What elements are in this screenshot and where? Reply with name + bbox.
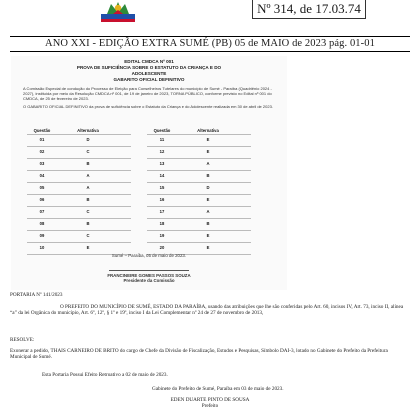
- edital-notice-clipping: [11, 56, 287, 290]
- answer-key-row: [27, 219, 131, 231]
- answer-letter: E: [86, 245, 90, 250]
- answer-column-header: Alternativa: [197, 128, 219, 133]
- answer-letter: E: [206, 197, 210, 202]
- municipal-coat-of-arms-logo: [101, 0, 135, 22]
- answer-key-row: [147, 219, 251, 231]
- answer-key-row: [147, 183, 251, 195]
- question-number: 14: [159, 173, 165, 178]
- edital-paragraph-1: A Comissão Especial de condução do Processo de Eleição para Conselheiros Tutelares do município de Sumé - Paraíba (Quadriênio 2024 - 2027), instituída por meio da Resolução CMDCA nº 001, de 19 de janeiro de 2023, TORNA PÚBLICO, conforme previsto no Edital nº 001 do CMDCA, de 25 de fevereiro de 2023.: [23, 86, 272, 101]
- portaria-resolve: RESOLVE:: [10, 337, 35, 343]
- answer-column-header: Alternativa: [77, 128, 99, 133]
- edital-subtitle-line-1: PROVA DE SUFICIÊNCIA SOBRE O ESTATUTO DA CRIANÇA E DO: [76, 65, 222, 70]
- answer-key-row: [147, 159, 251, 171]
- answer-letter: D: [206, 185, 210, 190]
- answer-key-header-row: [27, 128, 131, 135]
- answer-key-row: [147, 171, 251, 183]
- question-number: 18: [159, 221, 165, 226]
- question-number: 12: [159, 149, 165, 154]
- answer-key-row: [27, 159, 131, 171]
- answer-key-row: [147, 231, 251, 243]
- answer-letter: E: [206, 233, 210, 238]
- mayor-title: Prefeito: [201, 403, 219, 409]
- edital-subtitle-line-2: ADOLESCENTE: [131, 71, 167, 76]
- answer-letter: E: [206, 149, 210, 154]
- question-column-header: Questão: [33, 128, 51, 133]
- answer-key-row: [27, 171, 131, 183]
- edital-place-date: Sumé – Paraíba, 05 de maio de 2023.: [111, 253, 187, 258]
- mayor-name: EDEN DUARTE PINTO DE SOUSA: [170, 397, 250, 403]
- question-number: 02: [39, 149, 45, 154]
- answer-letter: B: [86, 197, 90, 202]
- question-number: 09: [39, 233, 45, 238]
- edital-signer-role: Presidente da Comissão: [123, 278, 175, 283]
- answer-key-header-row: [147, 128, 251, 135]
- answer-key-row: [27, 135, 131, 147]
- answer-letter: A: [206, 161, 210, 166]
- masthead-bottom-rule: [10, 51, 410, 52]
- question-number: 19: [159, 233, 165, 238]
- law-reference-box: Nº 314, de 17.03.74: [252, 0, 366, 19]
- answer-letter: B: [86, 221, 90, 226]
- answer-key-row: [147, 135, 251, 147]
- question-number: 07: [39, 209, 45, 214]
- answer-letter: B: [206, 173, 210, 178]
- answer-letter: D: [86, 137, 90, 142]
- question-number: 15: [159, 185, 165, 190]
- answer-letter: B: [86, 161, 90, 166]
- answer-letter: C: [86, 233, 90, 238]
- answer-key-row: [147, 147, 251, 159]
- question-number: 08: [39, 221, 45, 226]
- portaria-exoneration-text: Exonerar a pedido, THAIS CARNEIRO DE BRITO do cargo de Chefe da Divisão de Fiscalização, Estudos e Pesquisas, Símbolo DAI-3, lotado no Gabinete do Prefeito da Prefeitura Municipal de Sumé.: [10, 348, 388, 361]
- answer-key-row: [27, 207, 131, 219]
- question-number: 16: [159, 197, 165, 202]
- portaria-cabinet-date: Gabinete do Prefeito de Sumé, Paraíba em 03 de maio de 2023.: [152, 386, 284, 392]
- question-number: 13: [159, 161, 165, 166]
- question-number: 06: [39, 197, 45, 202]
- question-number: 03: [39, 161, 45, 166]
- question-number: 04: [39, 173, 45, 178]
- answer-key-row: [27, 147, 131, 159]
- answer-letter: C: [86, 209, 90, 214]
- question-number: 01: [39, 137, 45, 142]
- question-number: 20: [159, 245, 165, 250]
- edition-masthead: ANO XXI - EDIÇÃO EXTRA SUMÉ (PB) 05 de MAIO de 2023 pág. 01-01: [45, 38, 375, 49]
- edital-signer-name: FRANCINEIRE GOMES PASSOS SOUZA: [107, 273, 191, 278]
- answer-letter: E: [206, 245, 210, 250]
- portaria-retroactive-note: Esta Portaria Possui Efeito Retroativo a 02 de maio de 2023.: [42, 372, 168, 378]
- answer-key-table-left: [27, 128, 131, 255]
- portaria-preamble: O PREFEITO DO MUNICÍPIO DE SUMÉ, ESTADO DA PARAÍBA, usando das atribuições que lhe são conferidas pelo Art. 60, incisos IV, Art. 73, inciso II, alínea “a” da lei Orgânica do município, Art. 6º, 12º, § 1º e 19º, inciso I da Lei Complementar nº 24 de 27 de novembro de 2013,: [10, 304, 404, 317]
- edital-paragraph-2: O GABARITO OFICIAL DEFINITIVO da prova de suficiência sobre o Estatuto da Criança e do Adolescente realizada em 30 de abril de 2023.: [23, 104, 273, 109]
- answer-key-row: [27, 183, 131, 195]
- edital-title: EDITAL CMDCA Nº 001: [124, 59, 174, 64]
- question-number: 17: [159, 209, 165, 214]
- answer-key-row: [27, 195, 131, 207]
- answer-letter: E: [206, 137, 210, 142]
- answer-letter: C: [86, 149, 90, 154]
- question-column-header: Questão: [153, 128, 171, 133]
- answer-key-row: [147, 207, 251, 219]
- answer-letter: A: [86, 173, 90, 178]
- edital-subtitle-line-3: GABARITO OFICIAL DEFINITIVO: [113, 77, 185, 82]
- answer-key-table-right: [147, 128, 251, 255]
- answer-letter: B: [206, 221, 210, 226]
- question-number: 10: [39, 245, 45, 250]
- answer-key-row: [27, 231, 131, 243]
- question-number: 05: [39, 185, 45, 190]
- answer-letter: A: [206, 209, 210, 214]
- portaria-title: PORTARIA Nº 141/2023: [10, 292, 63, 298]
- answer-letter: A: [86, 185, 90, 190]
- signature-line: [109, 270, 189, 271]
- question-number: 11: [159, 137, 165, 142]
- answer-key-row: [147, 195, 251, 207]
